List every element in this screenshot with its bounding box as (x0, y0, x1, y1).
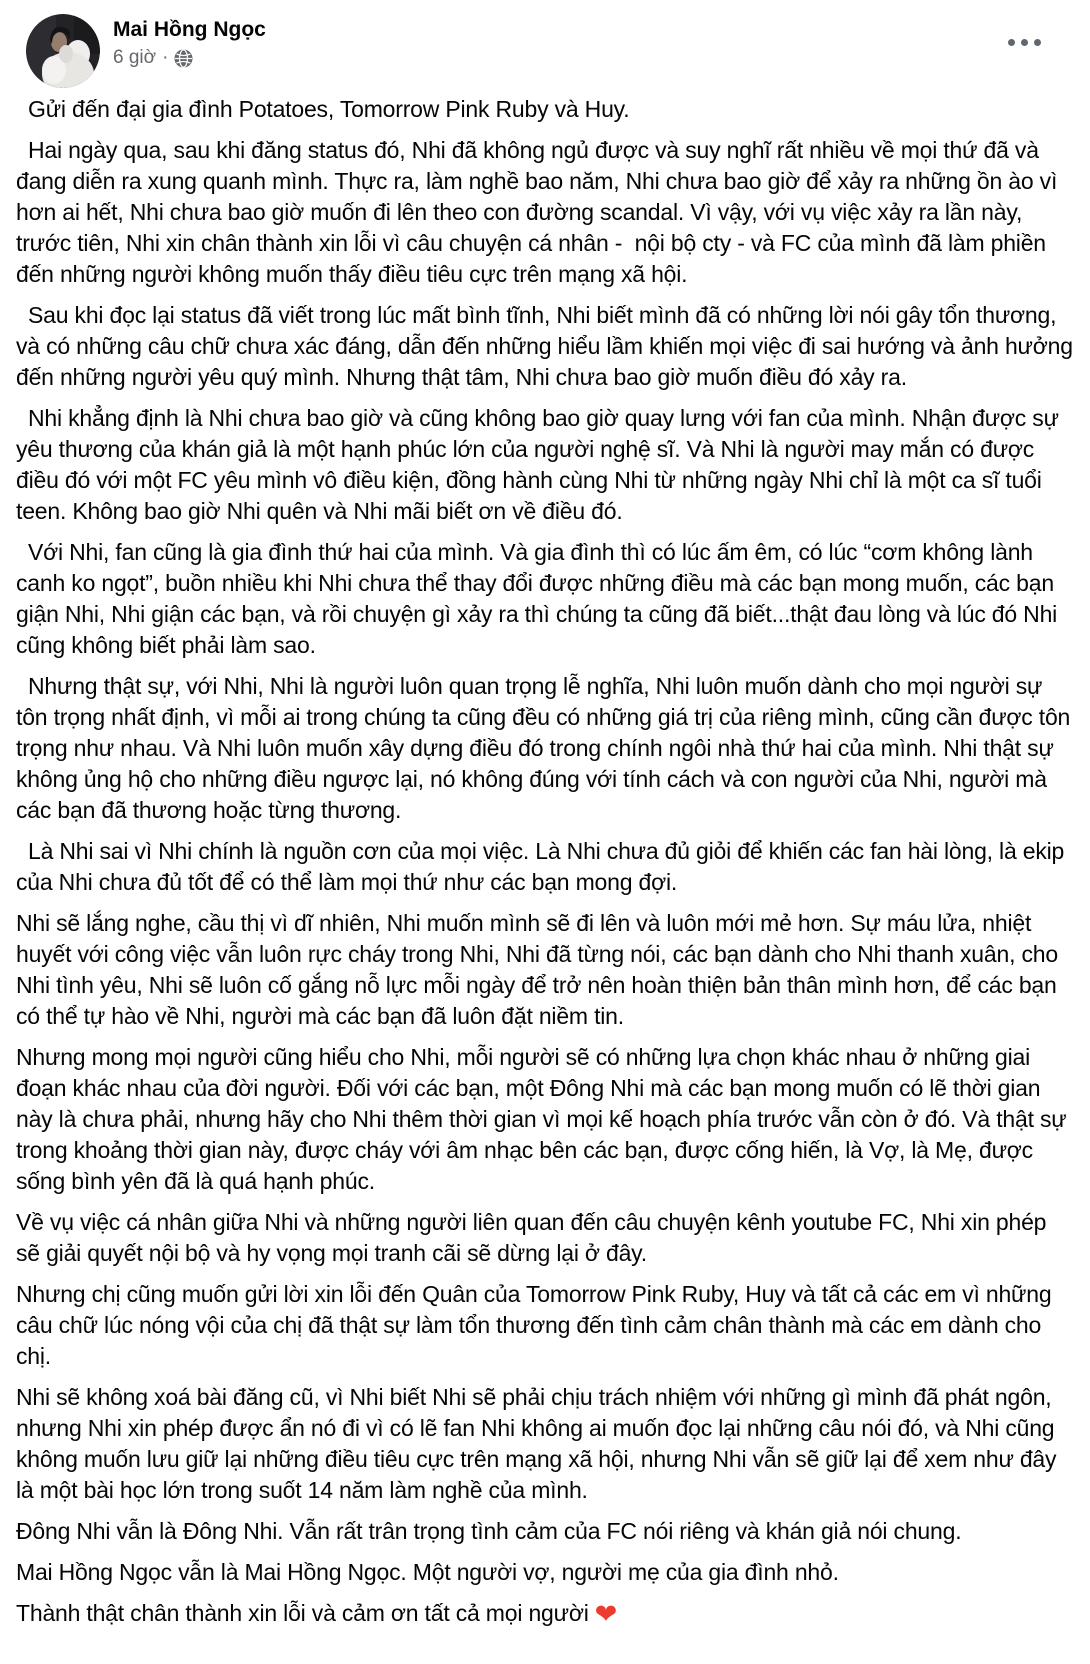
post-paragraph: Đông Nhi vẫn là Đông Nhi. Vẫn rất trân trọng tình cảm của FC nói riêng và khán giả nói chung. (16, 1518, 962, 1544)
ellipsis-menu-button[interactable] (1002, 33, 1047, 52)
timestamp[interactable]: 6 giờ (113, 47, 157, 68)
post-paragraph: Hai ngày qua, sau khi đăng status đó, Nhi đã không ngủ được và suy nghĩ rất nhiều về mọi thứ đã và đang diễn ra xung quanh mình. Thực ra, làm nghề bao năm, Nhi chưa bao giờ để xảy ra những ồn ào vì hơn ai hết, Nhi chưa bao giờ muốn đi lên theo con đường scandal. Vì vậy, với vụ việc xảy ra lần này, trước tiên, Nhi xin chân thành xin lỗi vì câu chuyện cá nhân - nội bộ cty - và FC của mình đã làm phiền đến những người không muốn thấy điều tiêu cực trên mạng xã hội. (16, 137, 1064, 287)
profile-photo (26, 14, 100, 88)
post-paragraph: Về vụ việc cá nhân giữa Nhi và những người liên quan đến câu chuyện kênh youtube FC, Nhi xin phép sẽ giải quyết nội bộ và hy vọng mọi tranh cãi sẽ dừng lại ở đây. (16, 1209, 1053, 1266)
post-paragraph: Mai Hồng Ngọc vẫn là Mai Hồng Ngọc. Một người vợ, người mẹ của gia đình nhỏ. (16, 1559, 839, 1585)
post-paragraph: Nhưng chị cũng muốn gửi lời xin lỗi đến Quân của Tomorrow Pink Ruby, Huy và tất cả các em vì những câu chữ lúc nóng vội của chị đã thật sự làm tổn thương đến tình cảm chân thành mà các em dành cho chị. (16, 1281, 1058, 1369)
post-body (0, 92, 1090, 1664)
post-paragraph: Sau khi đọc lại status đã viết trong lúc mất bình tĩnh, Nhi biết mình đã có những lời nói gây tổn thương, và có những câu chữ chưa xác đáng, dẫn đến những hiểu lầm khiến mọi việc đi sai hướng và ảnh hưởng đến những người yêu quý mình. Nhưng thật tâm, Nhi chưa bao giờ muốn điều đó xảy ra. (16, 302, 1080, 390)
timestamp-row (113, 47, 266, 69)
post-paragraph: Nhưng mong mọi người cũng hiểu cho Nhi, mỗi người sẽ có những lựa chọn khác nhau ở những giai đoạn khác nhau của đời người. Đối với các bạn, một Đông Nhi mà các bạn mong muốn có lẽ thời gian này là chưa phải, nhưng hãy cho Nhi thêm thời gian vì mọi kế hoạch phía trước vẫn còn ở đó. Và thật sự trong khoảng thời gian này, được cháy với âm nhạc bên các bạn, được cống hiến, là Vợ, là Mẹ, được sống bình yên đã là quá hạnh phúc. (16, 1044, 1073, 1194)
post-paragraph: Gửi đến đại gia đình Potatoes, Tomorrow Pink Ruby và Huy. (28, 96, 630, 122)
post-paragraph: Với Nhi, fan cũng là gia đình thứ hai của mình. Và gia đình thì có lúc ấm êm, có lúc “cơm không lành canh ko ngọt”, buồn nhiều khi Nhi chưa thể thay đổi được những điều mà các bạn mong muốn, các bạn giận Nhi, Nhi giận các bạn, và rồi chuyện gì xảy ra thì chúng ta cũng đã biết...thật đau lòng và lúc đó Nhi cũng không biết phải làm sao. (16, 539, 1064, 658)
post-paragraph: Nhưng thật sự, với Nhi, Nhi là người luôn quan trọng lễ nghĩa, Nhi luôn muốn dành cho mọi người sự tôn trọng nhất định, vì mỗi ai trong chúng ta cũng đều có những giá trị của riêng mình, cũng cần được tôn trọng như nhau. Và Nhi luôn muốn xây dựng điều đó trong chính ngôi nhà thứ hai của mình. Nhi thật sự không ủng hộ cho những điều ngược lại, nó không đúng với tính cách và con người của Nhi, người mà các bạn đã thương hoặc từng thương. (16, 673, 1077, 823)
avatar[interactable] (26, 14, 100, 88)
post-paragraph: Nhi sẽ lắng nghe, cầu thị vì dĩ nhiên, Nhi muốn mình sẽ đi lên và luôn mới mẻ hơn. Sự máu lửa, nhiệt huyết với công việc vẫn luôn rực cháy trong Nhi, Nhi đã từng nói, các bạn dành cho Nhi thanh xuân, cho Nhi tình yêu, Nhi sẽ luôn cố gắng nỗ lực mỗi ngày để trở nên hoàn thiện bản thân mình hơn, để các bạn có thể tự hào về Nhi, người mà các bạn đã luôn đặt niềm tin. (16, 910, 1065, 1029)
ellipsis-dot (1008, 39, 1015, 46)
red-heart-emoji: ❤ (594, 1599, 618, 1629)
post-paragraph: Nhi khẳng định là Nhi chưa bao giờ và cũng không bao giờ quay lưng với fan của mình. Nhận được sự yêu thương của khán giả là một hạnh phúc lớn của người nghệ sĩ. Và Nhi là người may mắn có được điều đó với một FC yêu mình vô điều kiện, đồng hành cùng Nhi từ những ngày Nhi chỉ là một ca sĩ tuổi teen. Không bao giờ Nhi quên và Nhi mãi biết ơn về điều đó. (16, 405, 1065, 524)
post-paragraph: Thành thật chân thành xin lỗi và cảm ơn tất cả mọi người ❤ (16, 1599, 618, 1629)
post-paragraph: Nhi sẽ không xoá bài đăng cũ, vì Nhi biết Nhi sẽ phải chịu trách nhiệm với những gì mình đã phát ngôn, nhưng Nhi xin phép được ẩn nó đi vì có lẽ fan Nhi không ai muốn đọc lại những câu nói đó, và Nhi cũng không muốn lưu giữ lại những điều tiêu cực trên mạng xã hội, nhưng Nhi vẫn sẽ giữ lại để xem như đây là một bài học lớn trong suốt 14 năm làm nghề của mình. (16, 1384, 1063, 1503)
post-paragraph: Là Nhi sai vì Nhi chính là nguồn cơn của mọi việc. Là Nhi chưa đủ giỏi để khiến các fan hài lòng, là ekip của Nhi chưa đủ tốt để có thể làm mọi thứ như các bạn mong đợi. (16, 838, 1071, 895)
ellipsis-dot (1021, 39, 1028, 46)
post-header (0, 0, 1090, 92)
ellipsis-dot (1034, 39, 1041, 46)
author-name[interactable]: Mai Hồng Ngọc (113, 18, 266, 41)
dot-separator: · (162, 47, 169, 68)
globe-public-icon (174, 49, 193, 68)
header-meta (113, 14, 266, 69)
